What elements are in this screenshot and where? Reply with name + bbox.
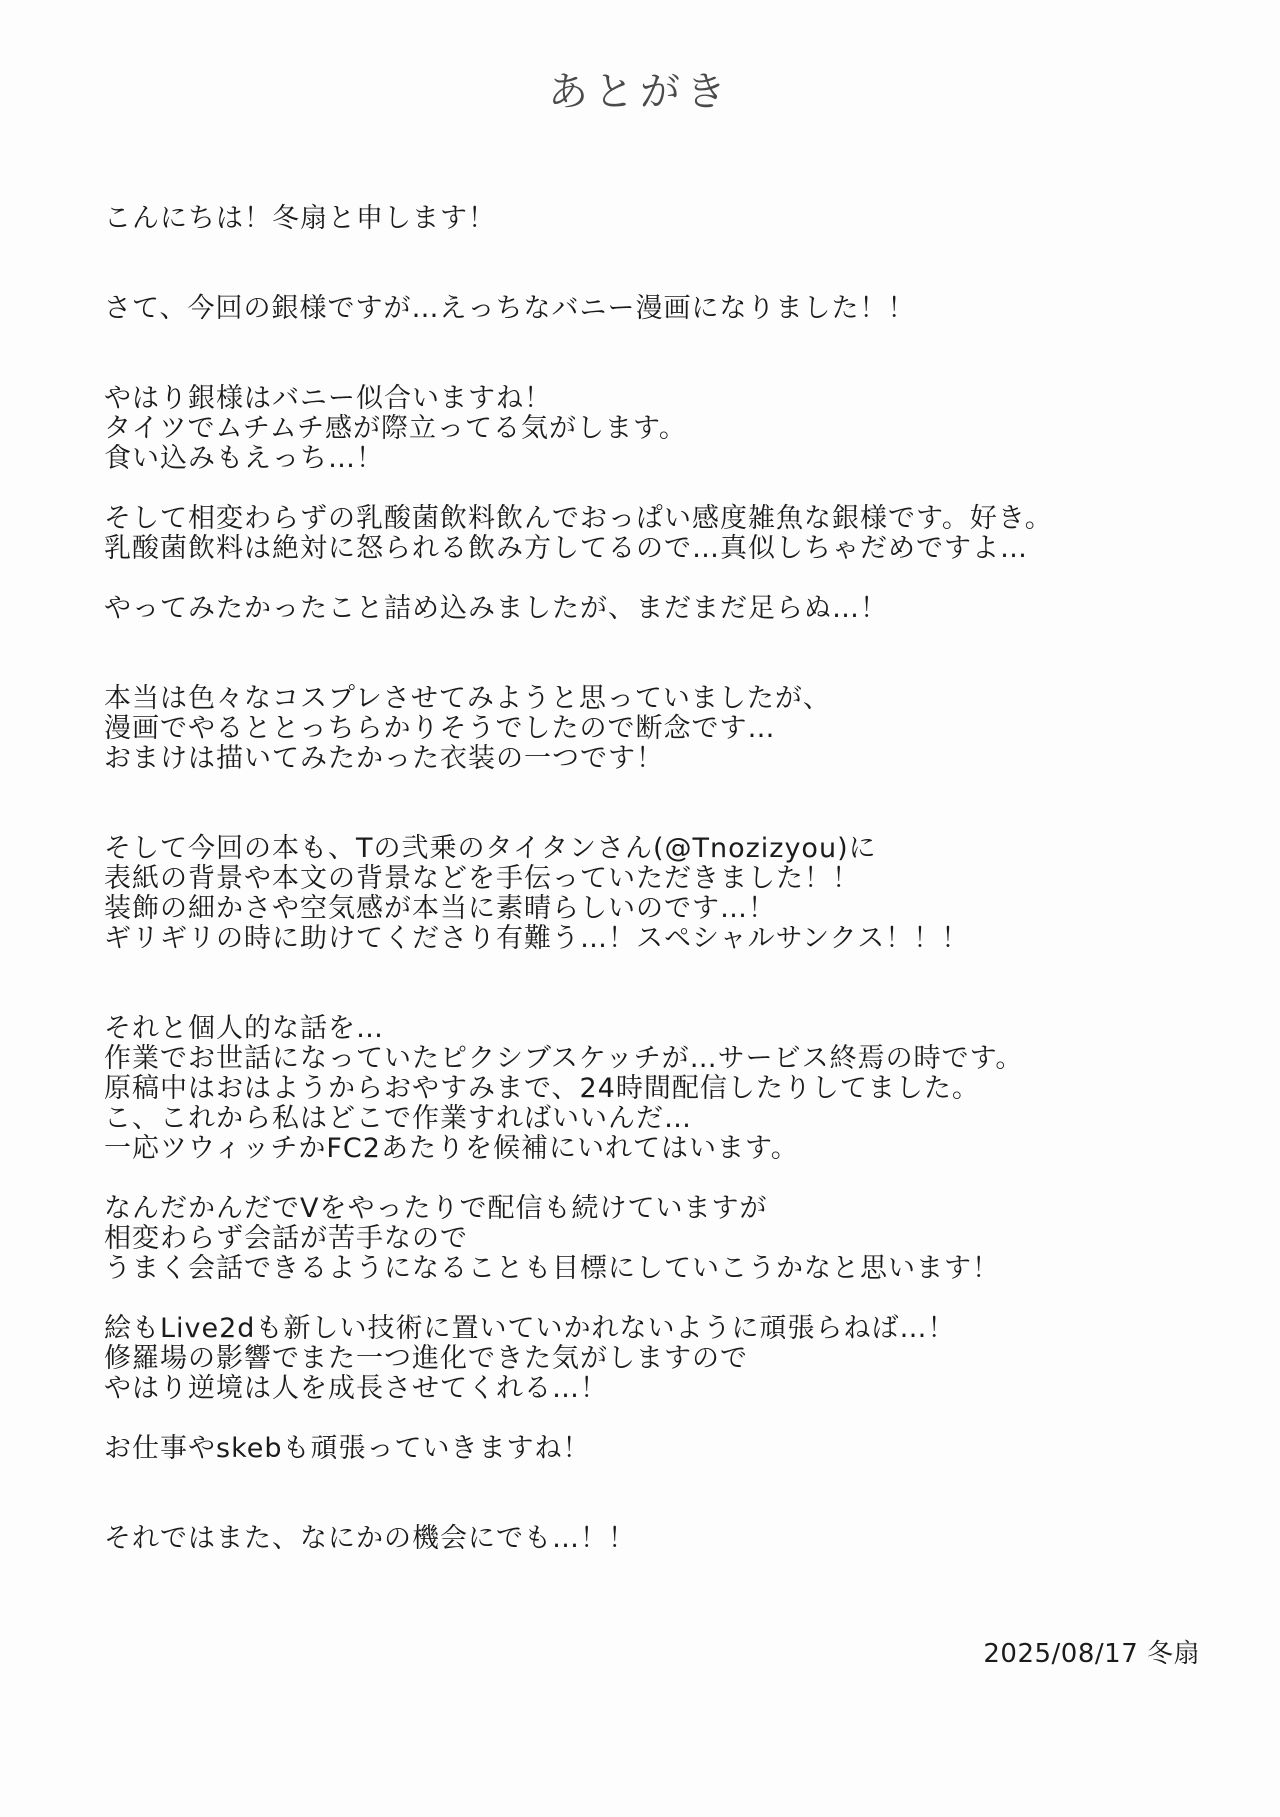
- text-line: 乳酸菌飲料は絶対に怒られる飲み方してるので…真似しちゃだめですよ…: [104, 533, 1028, 564]
- text-line: そして相変わらずの乳酸菌飲料飲んでおっぱい感度雑魚な銀様です。好き。: [104, 503, 1053, 534]
- text-line: タイツでムチムチ感が際立ってる気がします。: [104, 413, 687, 444]
- body-text: [104, 204, 1184, 1554]
- text-line: やはり逆境は人を成長させてくれる…！: [104, 1373, 608, 1404]
- text-line: おまけは描いてみたかった衣装の一つです！: [104, 743, 664, 774]
- text-line: それではまた、なにかの機会にでも…！！: [104, 1523, 636, 1554]
- text-line: 原稿中はおはようからおやすみまで、24時間配信したりしてました。: [104, 1073, 980, 1104]
- text-line: 作業でお世話になっていたピクシブスケッチが…サービス終焉の時です。: [104, 1043, 1024, 1074]
- text-line: やってみたかったこと詰め込みましたが、まだまだ足らぬ…！: [104, 593, 888, 624]
- text-line: うまく会話できるようになることも目標にしていこうかなと思います！: [104, 1253, 1000, 1284]
- text-line: お仕事やskebも頑張っていきますね！: [104, 1433, 591, 1464]
- text-line: やはり銀様はバニー似合いますね！: [104, 383, 552, 414]
- text-line: 漫画でやるととっちらかりそうでしたので断念です…: [104, 713, 776, 744]
- signature-date: 2025/08/17 冬扇: [983, 1639, 1200, 1669]
- text-line: 相変わらず会話が苦手なので: [104, 1223, 468, 1254]
- text-line: 装飾の細かさや空気感が本当に素晴らしいのです…！: [104, 893, 776, 924]
- text-line: そして今回の本も、Tの弐乗のタイタンさん(@Tnozizyou)に: [104, 833, 877, 864]
- text-line: 一応ツウィッチかFC2あたりを候補にいれてはいます。: [104, 1133, 799, 1164]
- text-line: ギリギリの時に助けてくださり有難う…！スペシャルサンクス！！！: [104, 923, 970, 954]
- text-line: こ、これから私はどこで作業すればいいんだ…: [104, 1103, 692, 1134]
- text-line: 食い込みもえっち…！: [104, 443, 384, 474]
- text-line: それと個人的な話を…: [104, 1013, 384, 1044]
- text-line: なんだかんだでVをやったりで配信も続けていますが: [104, 1193, 768, 1224]
- text-line: 表紙の背景や本文の背景などを手伝っていただきました！！: [104, 863, 860, 894]
- text-line: 本当は色々なコスプレさせてみようと思っていましたが、: [104, 683, 831, 714]
- text-line: さて、今回の銀様ですが…えっちなバニー漫画になりました！！: [104, 293, 916, 324]
- text-line: こんにちは！冬扇と申します！: [104, 203, 496, 234]
- text-line: 修羅場の影響でまた一つ進化できた気がしますので: [104, 1343, 748, 1374]
- page-title: あとがき: [548, 69, 732, 115]
- text-line: 絵もLive2dも新しい技術に置いていかれないように頑張らねば…！: [104, 1313, 956, 1344]
